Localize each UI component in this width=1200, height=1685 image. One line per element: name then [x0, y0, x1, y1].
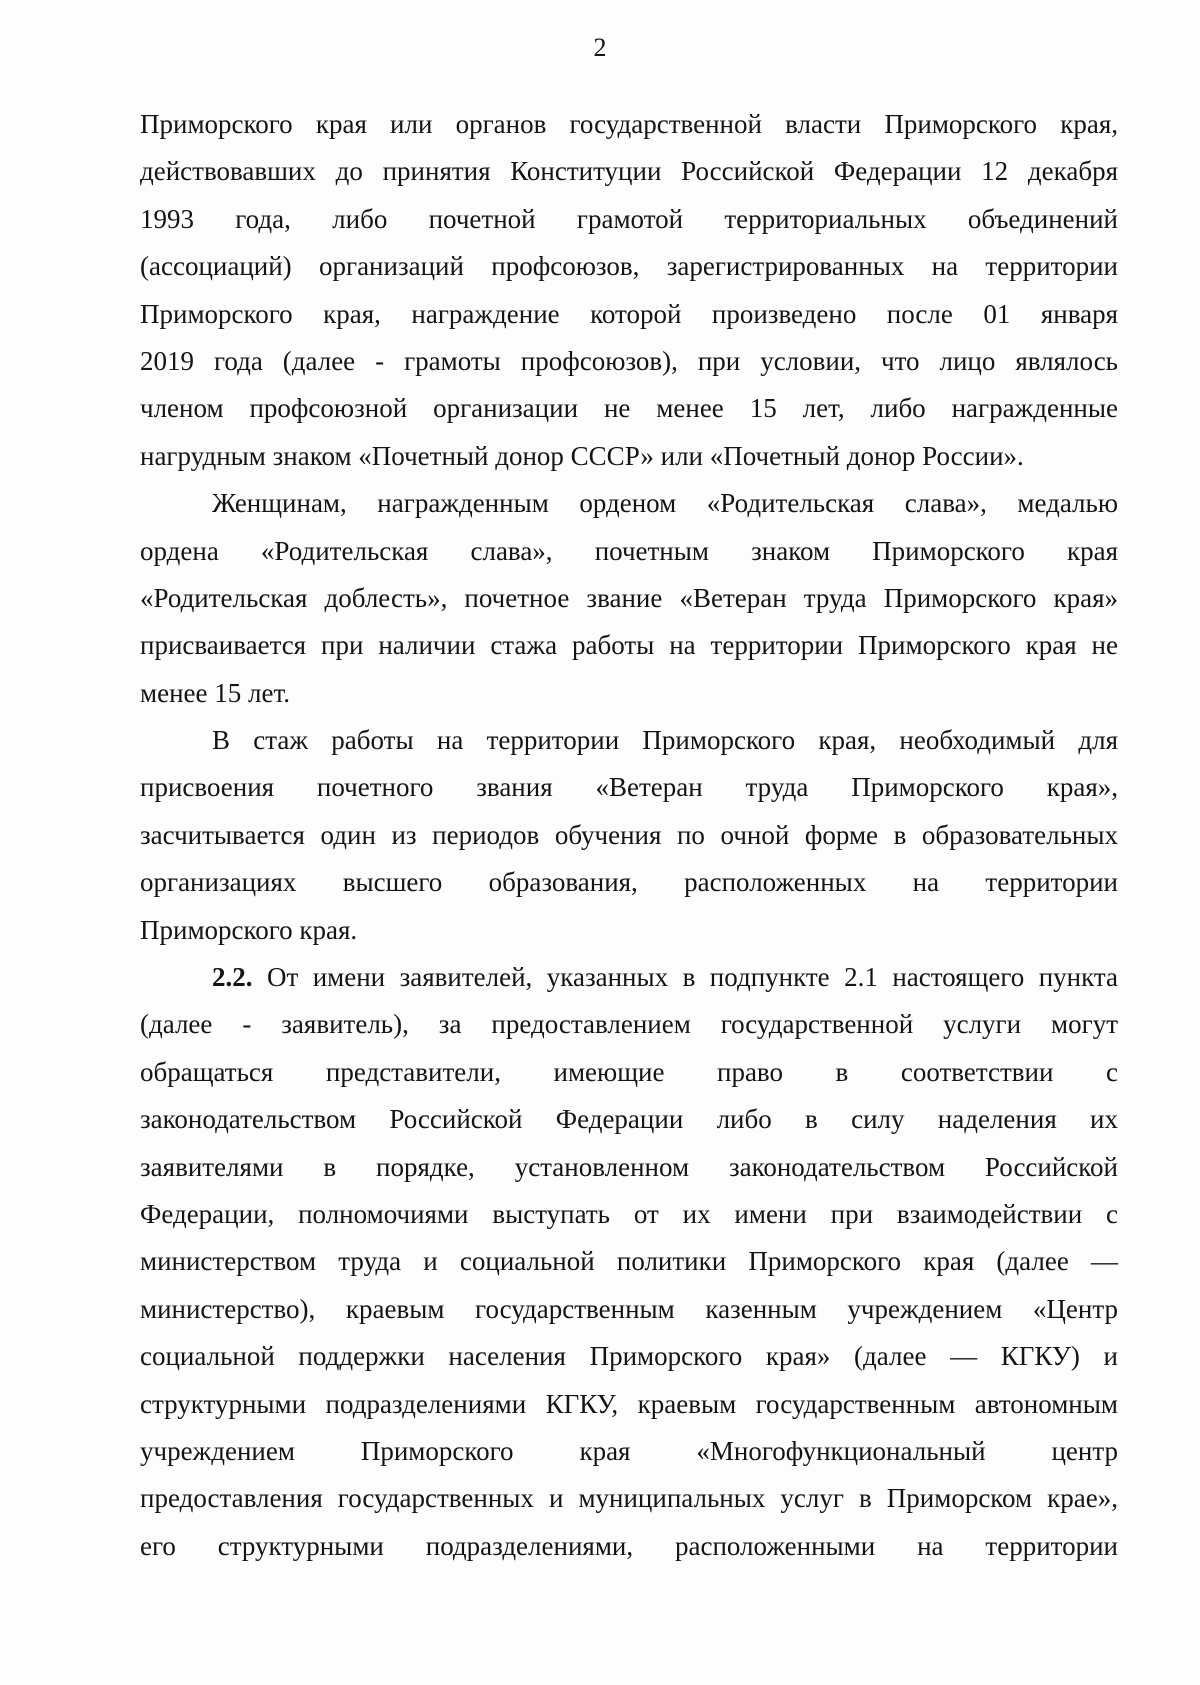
line-text: учреждением Приморского края «Многофункциональный центр [140, 1435, 1118, 1466]
line-text: Приморского края. [140, 914, 358, 945]
page-number: 2 [593, 33, 607, 62]
text-line [140, 1333, 1118, 1380]
text-line [140, 196, 1118, 243]
text-line [140, 1238, 1118, 1285]
line-text: структурными подразделениями КГКУ, краевым государственным автономным [140, 1388, 1118, 1419]
text-line [140, 1286, 1118, 1333]
text-line [140, 1049, 1118, 1096]
text-line [140, 480, 1118, 527]
line-text: его структурными подразделениями, расположенными на территории [140, 1530, 1118, 1561]
text-line [140, 1428, 1118, 1475]
line-text: От имени заявителей, указанных в подпункте 2.1 настоящего пункта [252, 962, 1118, 993]
line-text: присвоения почетного звания «Ветеран труда Приморского края», [140, 772, 1118, 803]
text-line [140, 717, 1118, 764]
text-line [140, 812, 1118, 859]
text-line [140, 433, 1118, 480]
line-text: Приморского края, награждение которой произведено после 01 января [140, 298, 1118, 329]
line-text: менее 15 лет. [140, 677, 290, 708]
text-line [140, 528, 1118, 575]
line-text: присваивается при наличии стажа работы на территории Приморского края не [140, 630, 1118, 661]
text-line [140, 1096, 1118, 1143]
line-text: министерство), краевым государственным казенным учреждением «Центр [140, 1293, 1118, 1324]
line-text: В стаж работы на территории Приморского края, необходимый для [212, 725, 1118, 756]
text-line [140, 1191, 1118, 1238]
line-text: Женщинам, награжденным орденом «Родительская слава», медалью [212, 488, 1118, 519]
text-line [140, 148, 1118, 195]
line-text: засчитывается один из периодов обучения по очной форме в образовательных [140, 819, 1118, 850]
text-line [140, 670, 1118, 717]
text-line [140, 1475, 1118, 1522]
text-line [140, 385, 1118, 432]
text-line [140, 291, 1118, 338]
text-line [140, 764, 1118, 811]
line-text: членом профсоюзной организации не менее 15 лет, либо награжденные [140, 393, 1118, 424]
line-text: (ассоциаций) организаций профсоюзов, зарегистрированных на территории [140, 251, 1118, 282]
line-text: Приморского края или органов государственной власти Приморского края, [140, 109, 1118, 139]
text-line [140, 1523, 1118, 1570]
line-text: обращаться представители, имеющие право в соответствии с [140, 1056, 1118, 1087]
line-text: действовавших до принятия Конституции Российской Федерации 12 декабря [140, 156, 1118, 187]
line-text: законодательством Российской Федерации либо в силу наделения их [140, 1104, 1118, 1135]
text-line [140, 243, 1118, 290]
line-text: социальной поддержки населения Приморского края» (далее — КГКУ) и [140, 1341, 1118, 1372]
line-text: Федерации, полномочиями выступать от их имени при взаимодействии с [140, 1198, 1118, 1229]
line-text: заявителями в порядке, установленном законодательством Российской [140, 1151, 1118, 1182]
text-line [140, 859, 1118, 906]
text-line [140, 1144, 1118, 1191]
text-line [140, 338, 1118, 385]
section-number: 2.2. [212, 962, 253, 993]
document-body [140, 101, 1118, 1570]
text-line [140, 1381, 1118, 1428]
line-text: (далее - заявитель), за предоставлением государственной услуги могут [140, 1009, 1118, 1040]
line-text: организациях высшего образования, расположенных на территории [140, 867, 1118, 898]
text-line [140, 1001, 1118, 1048]
line-text: министерством труда и социальной политики Приморского края (далее — [140, 1246, 1118, 1277]
line-text: нагрудным знаком «Почетный донор СССР» или «Почетный донор России». [140, 440, 1024, 471]
line-text: 2019 года (далее - грамоты профсоюзов), при условии, что лицо являлось [140, 345, 1118, 376]
line-text: «Родительская доблесть», почетное звание «Ветеран труда Приморского края» [140, 582, 1118, 613]
text-line [140, 907, 1118, 954]
text-line [140, 101, 1118, 148]
text-line [140, 622, 1118, 669]
line-text: предоставления государственных и муниципальных услуг в Приморском крае», [140, 1483, 1118, 1514]
text-line [140, 954, 1118, 1001]
line-text: ордена «Родительская слава», почетным знаком Приморского края [140, 535, 1118, 566]
text-line [140, 575, 1118, 622]
line-text: 1993 года, либо почетной грамотой территориальных объединений [140, 203, 1118, 234]
